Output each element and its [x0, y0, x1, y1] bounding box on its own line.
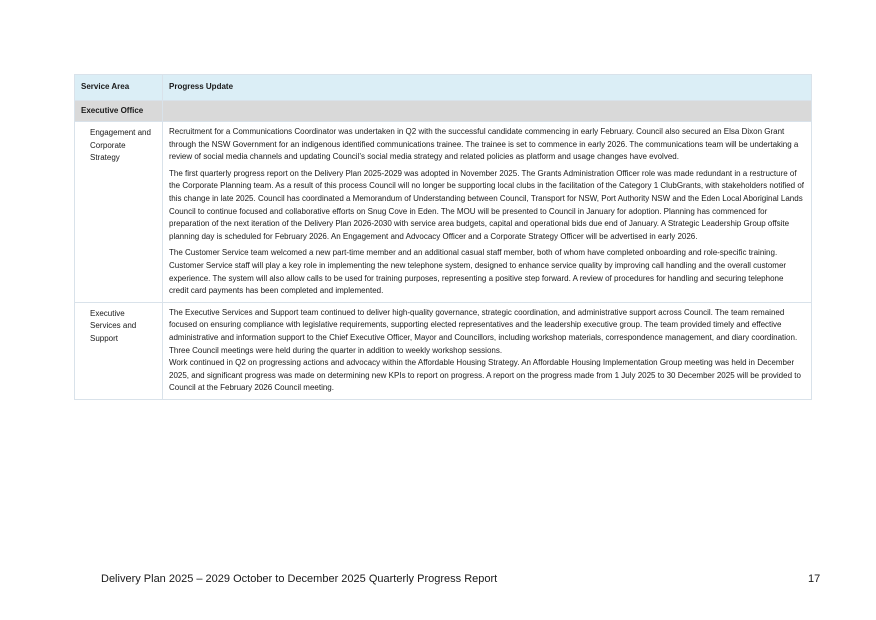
progress-update-cell [163, 122, 812, 303]
service-area-cell: Executive Services and Support [75, 302, 163, 399]
update-paragraph: Work continued in Q2 on progressing actions and advocacy within the Affordable Housing Strategy. An Affordable Housing Implementation Group meeting was held in December 2025, and significant progress was made on determining new KPIs to report on progress. A report on the progress made from 1 July 2025 to 30 December 2025 will be provided to Council at the February 2026 Council meeting. [169, 358, 801, 393]
table-row [75, 302, 812, 399]
progress-table [74, 74, 812, 400]
update-paragraph: The first quarterly progress report on the Delivery Plan 2025-2029 was adopted in November 2025. The Grants Administration Officer role was made redundant in a restructure of the Corporate Planning team. As a result of this process Council will no longer be supporting local clubs in the facilitation of the Category 1 ClubGrants, with stakeholders notified of this change in late 2025. Council has coordinated a Memorandum of Understanding between Council, Transport for NSW, Port Authority NSW and the Eden Local Aboriginal Lands Council to continue focused and collaborative efforts on Snug Cove in Eden. The MOU will be presented to Council in January for adoption. Planning has commenced for preparation of the next iteration of the Delivery Plan 2026-2030 with service area budgets, capital and operational bids due end of January. A Strategic Leadership Group offsite planning day is scheduled for February 2026. An Engagement and Advocacy Officer and a Corporate Strategy Officer will be advertised in early 2026. [169, 168, 805, 241]
page-number: 17 [808, 573, 821, 585]
update-paragraph: The Customer Service team welcomed a new part-time member and an additional casual staff member, both of whom have completed onboarding and role-specific training. Customer Service staff will play a key role in implementing the new telephone system, designed to enhance service quality by improving call handling and the overall customer experience. The system will also allow calls to be used for training purposes, representing a positive step forward. A review of procedures for handling and securing telephone credit card payments has been completed and implemented. [169, 248, 787, 296]
section-blank [163, 101, 812, 122]
section-title: Executive Office [75, 101, 163, 122]
progress-update-cell [163, 302, 812, 399]
header-progress-update: Progress Update [163, 75, 812, 101]
footer-title: Delivery Plan 2025 – 2029 October to December 2025 Quarterly Progress Report [101, 573, 498, 585]
service-area-cell: Engagement and Corporate Strategy [75, 122, 163, 303]
table-row [75, 122, 812, 303]
table-header-row [75, 75, 812, 101]
section-row [75, 101, 812, 122]
update-paragraph: The Executive Services and Support team continued to deliver high-quality governance, strategic coordination, and administrative support across Council. The team remained focused on ensuring compliance with legislative requirements, supporting elected representatives and the leadership executive group. The team provided timely and effective administrative and information support to the Chief Executive Officer, Mayor and Councillors, including workshop materials, correspondence management, and diary coordination. Three Council meetings were held during the quarter in addition to weekly workshop sessions. [169, 307, 798, 355]
update-paragraph: Recruitment for a Communications Coordinator was undertaken in Q2 with the successful candidate commencing in early February. Council also secured an Elsa Dixon Grant through the NSW Government for an indigenous identified communications trainee. The trainee is set to commence in early 2026. The communications team will be undertaking a review of social media channels and updating Council’s social media strategy and related policies as platform and usage changes have evolved. [169, 127, 799, 162]
header-service-area: Service Area [75, 75, 163, 101]
